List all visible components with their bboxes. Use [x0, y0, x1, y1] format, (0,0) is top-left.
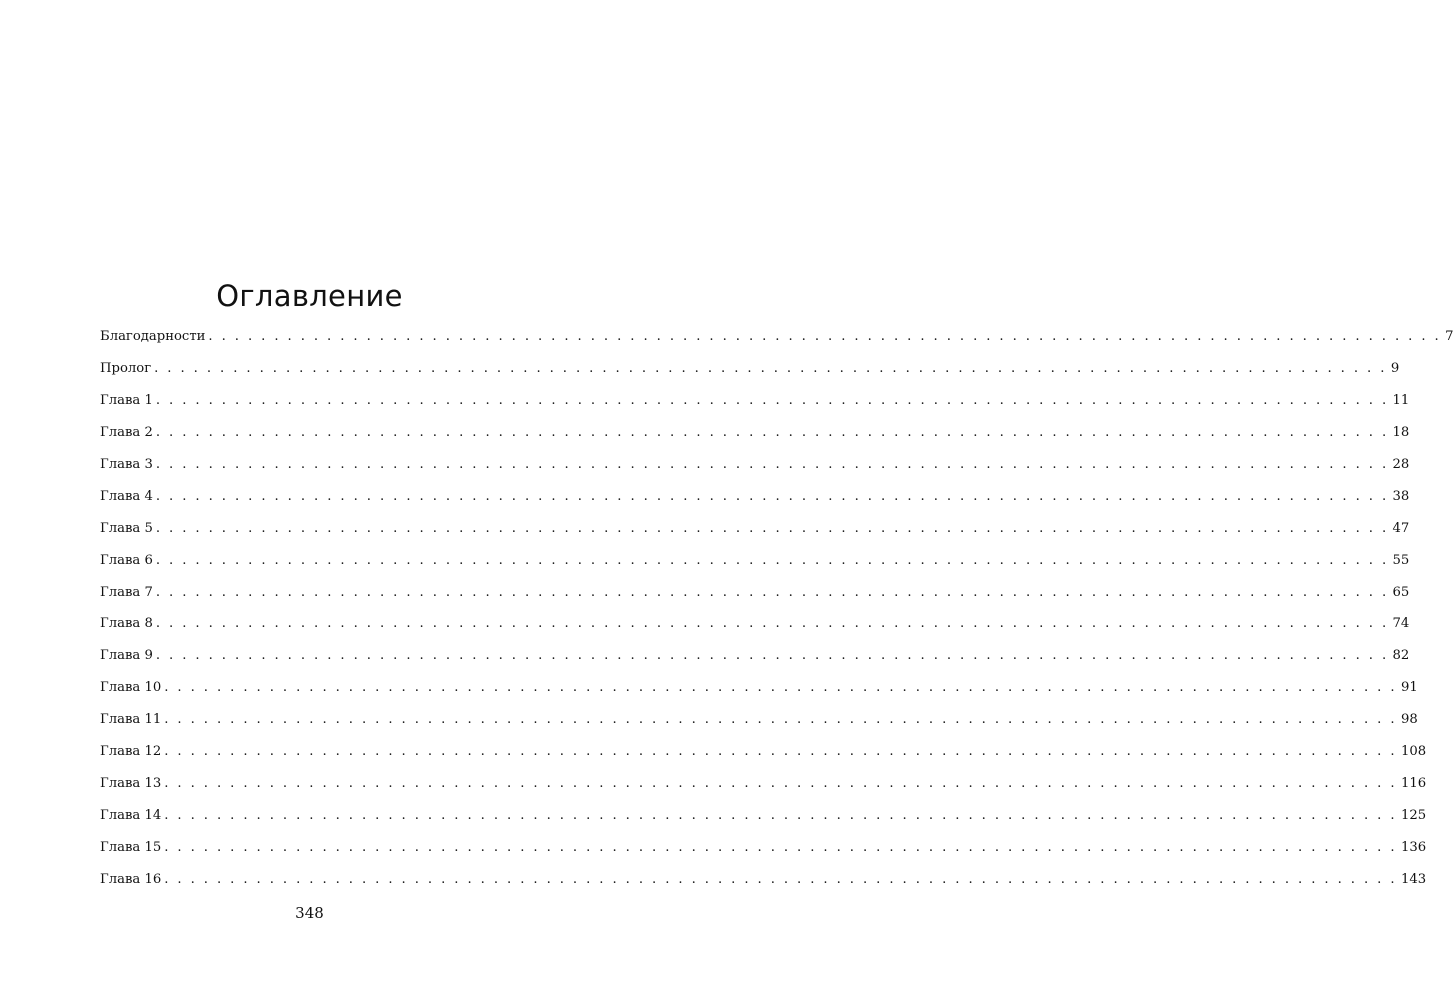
toc-entry-chapter-15 — [100, 840, 1427, 872]
toc-entry-page: 74 — [1392, 616, 1410, 632]
toc-entry-page: 55 — [1392, 552, 1410, 568]
dot-leader: . . . . . . . . . . . . . . . . . . . . . . . . . . . . . . . . . . . . . . . . . . . . . . . . . . . . . . . . . . . . . . . . . . . . . . . . . . . . . . . . . . . . . . . . . . . . . . — [164, 712, 1397, 728]
dot-leader: . . . . . . . . . . . . . . . . . . . . . . . . . . . . . . . . . . . . . . . . . . . . . . . . . . . . . . . . . . . . . . . . . . . . . . . . . . . . . . . . . . . . . . . . . . . . . . — [155, 488, 1389, 504]
toc-entry-page: 7 — [1445, 329, 1454, 344]
toc-entry-chapter-10 — [100, 680, 1418, 712]
toc-entry-label: Глава 2 — [100, 424, 153, 440]
toc-entry-chapter-13 — [100, 776, 1427, 808]
toc-entry-page: 65 — [1392, 584, 1410, 600]
toc-entry-label: Благодарности — [100, 329, 206, 344]
toc-entry-chapter-9 — [100, 648, 1410, 680]
toc-entry-prologue — [100, 360, 1400, 393]
toc-entry-page: 143 — [1400, 871, 1427, 887]
toc-entry-page: 125 — [1400, 808, 1427, 824]
toc-entry-page: 38 — [1392, 488, 1410, 504]
toc-entry-label: Глава 7 — [100, 584, 153, 600]
toc-entry-label: Глава 16 — [100, 871, 162, 887]
page-number: 348 — [295, 904, 324, 922]
toc-entry-page: 98 — [1400, 712, 1418, 728]
toc-entry-chapter-14 — [100, 808, 1427, 840]
toc-entry-label: Глава 15 — [100, 840, 162, 855]
toc-entry-label: Глава 14 — [100, 808, 162, 824]
toc-entry-chapter-6 — [100, 552, 1410, 585]
dot-leader: . . . . . . . . . . . . . . . . . . . . . . . . . . . . . . . . . . . . . . . . . . . . . . . . . . . . . . . . . . . . . . . . . . . . . . . . . . . . . . . . . . . . . . . . . . . . . . — [155, 456, 1389, 472]
toc-entry-page: 108 — [1400, 744, 1427, 760]
dot-leader: . . . . . . . . . . . . . . . . . . . . . . . . . . . . . . . . . . . . . . . . . . . . . . . . . . . . . . . . . . . . . . . . . . . . . . . . . . . . . . . . . . . . . . . . . . . . . . — [208, 329, 1442, 344]
toc-entry-label: Глава 4 — [100, 488, 153, 504]
toc-entry-chapter-4 — [100, 488, 1410, 521]
toc-entry-page: 28 — [1392, 456, 1410, 472]
toc-entry-label: Глава 11 — [100, 712, 162, 728]
dot-leader: . . . . . . . . . . . . . . . . . . . . . . . . . . . . . . . . . . . . . . . . . . . . . . . . . . . . . . . . . . . . . . . . . . . . . . . . . . . . . . . . . . . . . . . . . . . . . . — [155, 584, 1389, 600]
toc-entry-chapter-8 — [100, 616, 1410, 648]
dot-leader: . . . . . . . . . . . . . . . . . . . . . . . . . . . . . . . . . . . . . . . . . . . . . . . . . . . . . . . . . . . . . . . . . . . . . . . . . . . . . . . . . . . . . . . . . . . . . . — [164, 840, 1397, 855]
toc-entry-label: Глава 10 — [100, 680, 162, 696]
toc-entry-label: Пролог — [100, 360, 152, 376]
toc-entry-chapter-16 — [100, 871, 1427, 904]
dot-leader: . . . . . . . . . . . . . . . . . . . . . . . . . . . . . . . . . . . . . . . . . . . . . . . . . . . . . . . . . . . . . . . . . . . . . . . . . . . . . . . . . . . . . . . . . . . . . . — [155, 520, 1389, 536]
toc-entry-chapter-1 — [100, 392, 1410, 425]
toc-entry-label: Глава 5 — [100, 520, 153, 536]
page-title: Оглавление — [216, 279, 403, 314]
dot-leader: . . . . . . . . . . . . . . . . . . . . . . . . . . . . . . . . . . . . . . . . . . . . . . . . . . . . . . . . . . . . . . . . . . . . . . . . . . . . . . . . . . . . . . . . . . . . . . — [155, 552, 1389, 568]
dot-leader: . . . . . . . . . . . . . . . . . . . . . . . . . . . . . . . . . . . . . . . . . . . . . . . . . . . . . . . . . . . . . . . . . . . . . . . . . . . . . . . . . . . . . . . . . . . . . . — [164, 680, 1397, 696]
toc-entry-page: 82 — [1392, 648, 1410, 664]
toc-entry-page: 18 — [1392, 424, 1410, 440]
dot-leader: . . . . . . . . . . . . . . . . . . . . . . . . . . . . . . . . . . . . . . . . . . . . . . . . . . . . . . . . . . . . . . . . . . . . . . . . . . . . . . . . . . . . . . . . . . . . . . — [155, 424, 1389, 440]
toc-entry-chapter-3 — [100, 456, 1410, 489]
toc-entry-page: 11 — [1392, 392, 1410, 408]
toc-entry-page: 91 — [1400, 680, 1418, 696]
toc-entry-page: 9 — [1390, 360, 1400, 376]
toc-entry-chapter-5 — [100, 520, 1410, 553]
toc-entry-acknowledgements — [100, 329, 1454, 361]
toc-entry-label: Глава 1 — [100, 392, 153, 408]
dot-leader: . . . . . . . . . . . . . . . . . . . . . . . . . . . . . . . . . . . . . . . . . . . . . . . . . . . . . . . . . . . . . . . . . . . . . . . . . . . . . . . . . . . . . . . . . . . . . . — [164, 776, 1397, 792]
toc-entry-label: Глава 8 — [100, 616, 153, 632]
toc-entry-chapter-7 — [100, 584, 1410, 617]
toc-entry-chapter-11 — [100, 712, 1418, 744]
toc-entry-label: Глава 3 — [100, 456, 153, 472]
toc-entry-chapter-2 — [100, 424, 1410, 457]
toc-entry-page: 116 — [1400, 776, 1427, 792]
toc-entry-label: Глава 9 — [100, 648, 153, 664]
toc-entry-label: Глава 12 — [100, 744, 162, 760]
dot-leader: . . . . . . . . . . . . . . . . . . . . . . . . . . . . . . . . . . . . . . . . . . . . . . . . . . . . . . . . . . . . . . . . . . . . . . . . . . . . . . . . . . . . . . . . . . . . . . — [154, 360, 1387, 376]
toc-entry-page: 47 — [1392, 520, 1410, 536]
toc-entry-label: Глава 13 — [100, 776, 162, 792]
toc-entry-chapter-12 — [100, 744, 1427, 776]
dot-leader: . . . . . . . . . . . . . . . . . . . . . . . . . . . . . . . . . . . . . . . . . . . . . . . . . . . . . . . . . . . . . . . . . . . . . . . . . . . . . . . . . . . . . . . . . . . . . . — [155, 648, 1389, 664]
dot-leader: . . . . . . . . . . . . . . . . . . . . . . . . . . . . . . . . . . . . . . . . . . . . . . . . . . . . . . . . . . . . . . . . . . . . . . . . . . . . . . . . . . . . . . . . . . . . . . — [164, 808, 1397, 824]
dot-leader: . . . . . . . . . . . . . . . . . . . . . . . . . . . . . . . . . . . . . . . . . . . . . . . . . . . . . . . . . . . . . . . . . . . . . . . . . . . . . . . . . . . . . . . . . . . . . . — [164, 871, 1397, 887]
table-of-contents — [100, 329, 1454, 904]
toc-entry-label: Глава 6 — [100, 552, 153, 568]
toc-entry-page: 136 — [1400, 840, 1427, 855]
dot-leader: . . . . . . . . . . . . . . . . . . . . . . . . . . . . . . . . . . . . . . . . . . . . . . . . . . . . . . . . . . . . . . . . . . . . . . . . . . . . . . . . . . . . . . . . . . . . . . — [164, 744, 1397, 760]
dot-leader: . . . . . . . . . . . . . . . . . . . . . . . . . . . . . . . . . . . . . . . . . . . . . . . . . . . . . . . . . . . . . . . . . . . . . . . . . . . . . . . . . . . . . . . . . . . . . . — [155, 616, 1389, 632]
dot-leader: . . . . . . . . . . . . . . . . . . . . . . . . . . . . . . . . . . . . . . . . . . . . . . . . . . . . . . . . . . . . . . . . . . . . . . . . . . . . . . . . . . . . . . . . . . . . . . — [155, 392, 1389, 408]
